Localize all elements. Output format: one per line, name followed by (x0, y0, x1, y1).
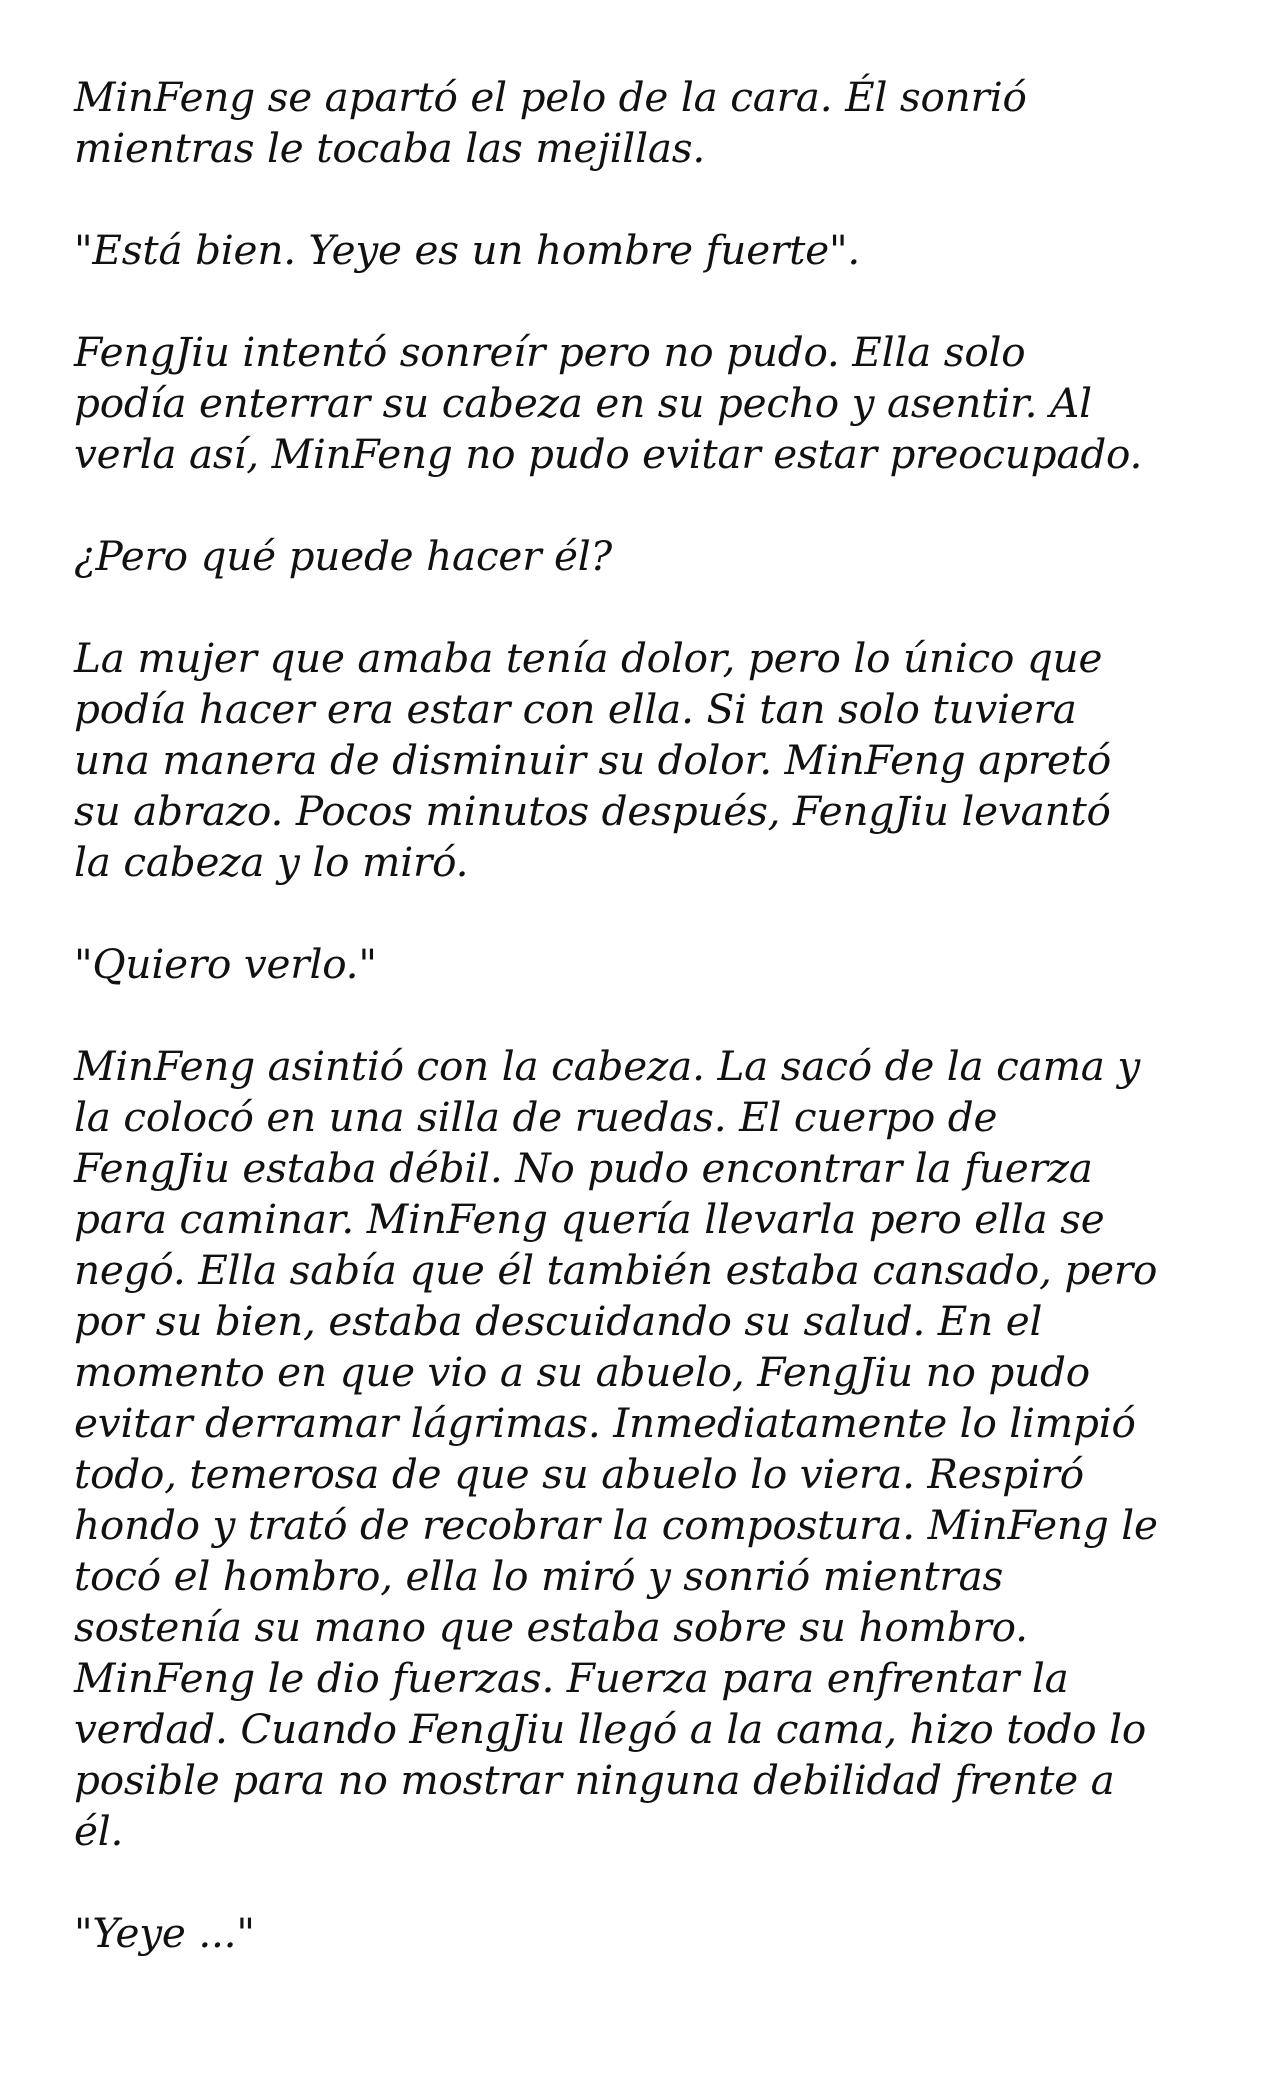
text-line: posible para no mostrar ninguna debilidad frente a (74, 1756, 1115, 1804)
text-line: tocó el hombro, ella lo miró y sonrió mientras (74, 1552, 1004, 1600)
text-line: negó. Ella sabía que él también estaba cansado, pero (74, 1246, 1158, 1294)
text-line: la cabeza y lo miró. (74, 838, 469, 886)
text-line: por su bien, estaba descuidando su salud. En el (74, 1297, 1043, 1345)
text-line: podía hacer era estar con ella. Si tan solo tuviera (74, 685, 1077, 733)
text-line: verdad. Cuando FengJiu llegó a la cama, hizo todo lo (74, 1705, 1147, 1753)
paragraph-6 (74, 939, 1214, 990)
text-line: sostenía su mano que estaba sobre su hombro. (74, 1603, 1028, 1651)
document-page (74, 72, 1214, 1959)
text-line: él. (74, 1807, 124, 1855)
text-line: "Quiero verlo." (74, 940, 377, 988)
text-line: La mujer que amaba tenía dolor, pero lo único que (74, 634, 1103, 682)
text-line: MinFeng asintió con la cabeza. La sacó de la cama y (74, 1042, 1141, 1090)
paragraph-8 (74, 1908, 1214, 1959)
text-line: MinFeng le dio fuerzas. Fuerza para enfrentar la (74, 1654, 1069, 1702)
text-line: podía enterrar su cabeza en su pecho y asentir. Al (74, 379, 1092, 427)
text-line: evitar derramar lágrimas. Inmediatamente lo limpió (74, 1399, 1136, 1447)
paragraph-1 (74, 72, 1214, 174)
text-line: FengJiu intentó sonreír pero no pudo. Ella solo (74, 328, 1026, 376)
text-line: verla así, MinFeng no pudo evitar estar preocupado. (74, 430, 1143, 478)
text-line: MinFeng se apartó el pelo de la cara. Él sonrió (74, 73, 1027, 121)
paragraph-2 (74, 225, 1214, 276)
paragraph-7 (74, 1041, 1214, 1857)
text-line: ¿Pero qué puede hacer él? (74, 532, 613, 580)
text-line: "Está bien. Yeye es un hombre fuerte". (74, 226, 861, 274)
text-line: una manera de disminuir su dolor. MinFeng apretó (74, 736, 1112, 784)
paragraph-3 (74, 327, 1214, 480)
text-line: su abrazo. Pocos minutos después, FengJiu levantó (74, 787, 1111, 835)
text-line: todo, temerosa de que su abuelo lo viera. Respiró (74, 1450, 1084, 1498)
text-line: mientras le tocaba las mejillas. (74, 124, 706, 172)
paragraph-4 (74, 531, 1214, 582)
text-line: FengJiu estaba débil. No pudo encontrar la fuerza (74, 1144, 1093, 1192)
text-line: hondo y trató de recobrar la compostura. MinFeng le (74, 1501, 1158, 1549)
text-line: para caminar. MinFeng quería llevarla pero ella se (74, 1195, 1105, 1243)
text-line: "Yeye ..." (74, 1909, 255, 1957)
text-line: momento en que vio a su abuelo, FengJiu no pudo (74, 1348, 1090, 1396)
text-line: la colocó en una silla de ruedas. El cuerpo de (74, 1093, 998, 1141)
paragraph-5 (74, 633, 1214, 888)
